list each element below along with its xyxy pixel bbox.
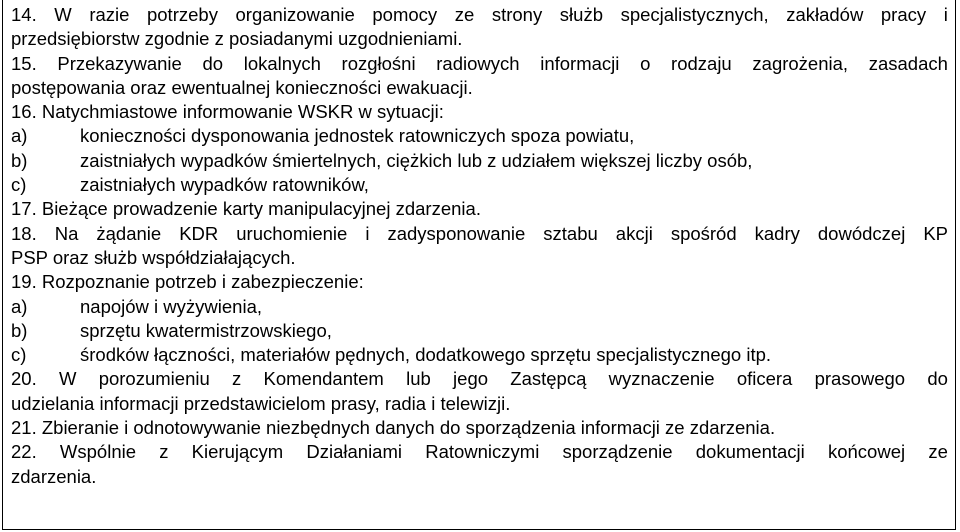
word: Przekazywanie [57, 52, 182, 74]
item-15-line-1 [11, 52, 948, 76]
item-19-sub-a [11, 295, 948, 319]
word: i [365, 222, 370, 244]
item-16-line-1: 16. Natychmiastowe informowanie WSKR w sytuacji: [11, 101, 444, 123]
word: potrzeby [146, 4, 218, 25]
sub-letter: b) [11, 149, 28, 171]
word: 18. [11, 222, 37, 244]
word: oficera [736, 368, 793, 390]
sub-letter: a) [11, 125, 28, 147]
word: końcowej [827, 441, 906, 463]
word: spośród [670, 222, 737, 244]
word: do [927, 368, 948, 390]
item-17-line-1: 17. Bieżące prowadzenie karty manipulacyjnej zdarzenia. [11, 198, 481, 220]
word: zasadach [868, 52, 948, 74]
word: ze [454, 4, 475, 25]
item-22-line-2: zdarzenia. [11, 465, 97, 487]
sub-text: środków łączności, materiałów pędnych, dodatkowego sprzętu specjalistycznego itp. [80, 344, 772, 366]
word: o [640, 52, 651, 74]
word: W [54, 4, 72, 25]
item-16-sub-a [11, 124, 948, 148]
word: zakładów [786, 4, 864, 25]
word: strony [491, 4, 543, 25]
word: wyznaczenie [608, 368, 715, 390]
sub-text: sprzętu kwatermistrzowskiego, [80, 319, 332, 341]
item-14-line-1 [11, 3, 948, 27]
word: lub [406, 368, 431, 390]
word: KDR [179, 222, 219, 244]
word: informacji [540, 52, 620, 74]
word: pomocy [372, 4, 438, 25]
word: Komendantem [263, 368, 384, 390]
item-19-sub-c [11, 343, 948, 367]
word: zadysponowanie [387, 222, 526, 244]
word: Zastępcą [510, 368, 587, 390]
word: KP [923, 222, 948, 244]
word: lokalnych [243, 52, 321, 74]
word: sporządzenie [562, 441, 673, 463]
sub-letter: b) [11, 319, 28, 341]
word: 20. [11, 368, 37, 390]
word: jego [453, 368, 489, 390]
item-20-line-1 [11, 367, 948, 391]
word: Kierującym [191, 441, 284, 463]
item-19-line-1: 19. Rozpoznanie potrzeb i zabezpieczenie: [11, 271, 364, 293]
item-18-line-2: PSP oraz służb współdziałających. [11, 246, 296, 268]
document-body [11, 3, 948, 489]
sub-text: konieczności dysponowania jednostek ratowniczych spoza powiatu, [80, 125, 635, 147]
word: rodzaju [671, 52, 732, 74]
word: żądanie [96, 222, 162, 244]
item-18-line-1 [11, 222, 948, 246]
sub-text: zaistniałych wypadków ratowników, [80, 174, 369, 196]
sub-text: napojów i wyżywienia, [80, 295, 263, 317]
word: 15. [11, 52, 37, 74]
word: radiowych [436, 52, 520, 74]
word: kadry [754, 222, 800, 244]
word: do [202, 52, 224, 74]
word: Działaniami [306, 441, 402, 463]
word: służb [559, 4, 603, 25]
sub-text: zaistniałych wypadków śmiertelnych, ciężkich lub z udziałem większej liczby osób, [80, 149, 753, 171]
word: uruchomienie [236, 222, 348, 244]
word: sztabu [543, 222, 598, 244]
word: zagrożenia, [752, 52, 849, 74]
word: porozumieniu [98, 368, 210, 390]
word: z [232, 368, 242, 390]
item-16-sub-b [11, 149, 948, 173]
word: dowódczej [817, 222, 906, 244]
sub-letter: c) [11, 344, 27, 366]
word: i [943, 4, 948, 25]
word: specjalistycznych, [620, 4, 769, 25]
sub-letter: c) [11, 174, 27, 196]
item-19-sub-b [11, 319, 948, 343]
word: ze [928, 441, 948, 463]
word: akcji [615, 222, 653, 244]
item-21-line-1: 21. Zbieranie i odnotowywanie niezbędnych danych do sporządzenia informacji ze zdarzenia. [11, 417, 776, 439]
word: dokumentacji [695, 441, 805, 463]
word: pracy [880, 4, 927, 25]
word: razie [89, 4, 130, 25]
item-15-line-2: postępowania oraz ewentualnej konieczności ewakuacji. [11, 76, 473, 98]
word: 22. [11, 441, 37, 463]
sub-letter: a) [11, 295, 28, 317]
item-22-line-1 [11, 440, 948, 464]
word: Na [54, 222, 79, 244]
word: organizowanie [235, 4, 355, 25]
word: z [159, 441, 169, 463]
item-16-sub-c [11, 173, 948, 197]
word: rozgłośni [341, 52, 416, 74]
word: Wspólnie [59, 441, 137, 463]
item-20-line-2: udzielania informacji przedstawicielom prasy, radia i telewizji. [11, 392, 511, 414]
word: 14. [11, 4, 37, 25]
word: Ratowniczymi [425, 441, 540, 463]
word: W [58, 368, 77, 390]
item-14-line-2: przedsiębiorstw zgodnie z posiadanymi uzgodnieniami. [11, 28, 463, 50]
word: prasowego [814, 368, 906, 390]
